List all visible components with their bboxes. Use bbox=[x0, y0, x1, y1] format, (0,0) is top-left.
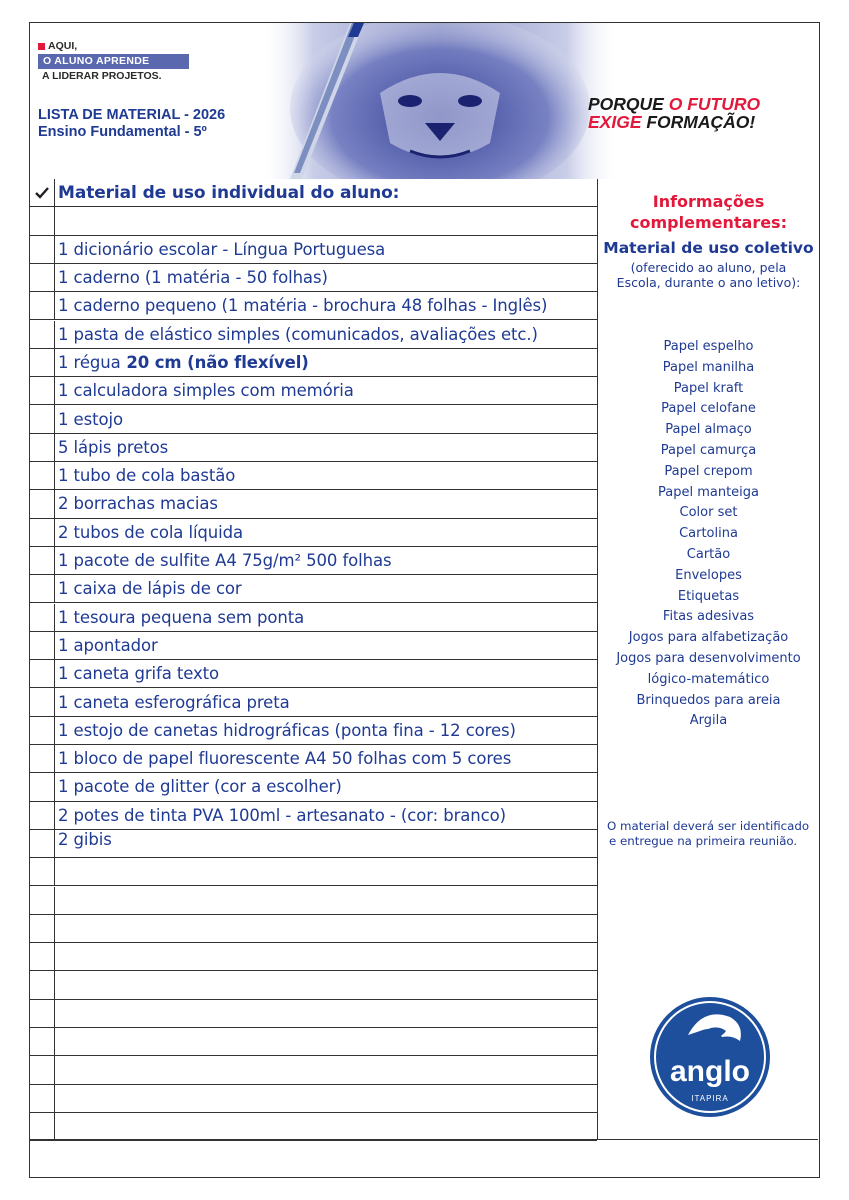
table-row bbox=[30, 405, 597, 433]
list-item: Argila bbox=[689, 713, 728, 729]
checkbox-cell bbox=[30, 688, 55, 715]
checkbox-cell bbox=[30, 1085, 55, 1112]
material-item bbox=[58, 349, 309, 376]
table-heading: Material de uso individual do aluno: bbox=[58, 182, 400, 203]
slogan-line-1: AQUI, bbox=[48, 40, 78, 52]
table-row bbox=[30, 632, 597, 660]
motto-part-1b: O FUTURO bbox=[668, 94, 761, 114]
checkbox-cell bbox=[30, 604, 55, 631]
logo-city: ITAPIRA bbox=[691, 1094, 729, 1103]
material-item: 2 borrachas macias bbox=[58, 494, 218, 514]
table-row bbox=[30, 292, 597, 320]
collective-material-note bbox=[598, 260, 819, 290]
material-item: 1 tesoura pequena sem ponta bbox=[58, 607, 305, 627]
list-item: Etiquetas bbox=[677, 588, 740, 604]
table-row bbox=[30, 547, 597, 575]
list-item: Papel manilha bbox=[662, 359, 755, 375]
checkbox-cell bbox=[30, 575, 55, 602]
list-item: lógico-matemático bbox=[647, 671, 770, 687]
table-row bbox=[30, 434, 597, 462]
material-list-sheet bbox=[29, 22, 820, 1178]
list-item: Cartolina bbox=[679, 526, 738, 542]
table-row-empty bbox=[30, 1085, 597, 1113]
list-item: Jogos para desenvolvimento bbox=[616, 650, 801, 666]
motto-part-1a: PORQUE bbox=[588, 94, 669, 114]
table-row bbox=[30, 660, 597, 688]
checkbox-cell bbox=[30, 632, 55, 659]
list-item: Papel crepom bbox=[664, 463, 753, 479]
complementary-title-line-1: Informações bbox=[652, 192, 765, 211]
list-item: Envelopes bbox=[675, 567, 742, 583]
footnote-line-1: O material deverá ser identificado bbox=[607, 819, 810, 833]
checkbox-cell bbox=[30, 802, 55, 829]
list-item: Fitas adesivas bbox=[662, 609, 755, 625]
collective-note-line-2: Escola, durante o ano letivo): bbox=[616, 275, 801, 290]
list-item: Cartão bbox=[686, 546, 731, 562]
list-item: Brinquedos para areia bbox=[636, 692, 781, 708]
lion-pen-artwork bbox=[260, 23, 620, 179]
checkbox-cell bbox=[30, 405, 55, 432]
material-item: 1 caneta esferográfica preta bbox=[58, 692, 290, 712]
slogan-line-3: A LIDERAR PROJETOS. bbox=[42, 70, 162, 82]
list-item: Papel celofane bbox=[661, 401, 756, 417]
checkbox-cell bbox=[30, 1000, 55, 1027]
slogan-line-2: O ALUNO APRENDE bbox=[38, 54, 189, 69]
material-item: 1 caneta grifa texto bbox=[58, 664, 220, 684]
checkbox-cell bbox=[30, 773, 55, 800]
table-row-empty bbox=[30, 1113, 597, 1141]
table-row bbox=[30, 236, 597, 264]
material-item: 1 estojo de canetas hidrográficas (ponta fina - 12 cores) bbox=[58, 720, 516, 740]
footnote-line-2: e entregue na primeira reunião. bbox=[609, 834, 798, 848]
material-item: 2 potes de tinta PVA 100ml - artesanato - (cor: branco) bbox=[58, 805, 506, 825]
list-title-grade: Ensino Fundamental - 5º bbox=[38, 124, 207, 140]
bottom-divider bbox=[30, 1139, 818, 1140]
checkbox-cell bbox=[30, 1028, 55, 1055]
checkbox-cell bbox=[30, 915, 55, 942]
header-banner bbox=[30, 23, 818, 179]
material-item: 2 tubos de cola líquida bbox=[58, 522, 244, 542]
table-row-empty bbox=[30, 887, 597, 915]
table-row bbox=[30, 321, 597, 349]
table-row bbox=[30, 377, 597, 405]
checkbox-cell bbox=[30, 377, 55, 404]
table-row-empty bbox=[30, 858, 597, 886]
table-row bbox=[30, 830, 597, 858]
table-row bbox=[30, 802, 597, 830]
checkbox-cell bbox=[30, 745, 55, 772]
table-row bbox=[30, 604, 597, 632]
complementary-title bbox=[598, 191, 819, 233]
checkbox-cell bbox=[30, 490, 55, 517]
table-row bbox=[30, 519, 597, 547]
list-item: Jogos para alfabetização bbox=[628, 630, 789, 646]
checkbox-cell bbox=[30, 207, 55, 234]
list-title bbox=[38, 107, 225, 141]
checkbox-cell bbox=[30, 321, 55, 348]
material-item: 1 calculadora simples com memória bbox=[58, 381, 354, 401]
red-square-mark bbox=[38, 43, 45, 50]
table-row-empty bbox=[30, 915, 597, 943]
table-row-empty bbox=[30, 1056, 597, 1084]
checkbox-cell bbox=[30, 292, 55, 319]
list-item: Papel manteiga bbox=[657, 484, 759, 500]
list-item: Papel almaço bbox=[665, 422, 752, 438]
table-row-empty bbox=[30, 971, 597, 999]
checkbox-cell bbox=[30, 462, 55, 489]
checkbox-cell bbox=[30, 943, 55, 970]
school-slogan bbox=[38, 39, 189, 84]
anglo-itapira-logo bbox=[648, 995, 772, 1119]
material-item: 1 pacote de glitter (cor a escolher) bbox=[58, 777, 342, 797]
table-row bbox=[30, 462, 597, 490]
material-item: 1 tubo de cola bastão bbox=[58, 466, 236, 486]
material-item-bold-detail: 20 cm (não flexível) bbox=[120, 352, 309, 372]
material-item: 1 caderno pequeno (1 matéria - brochura 48 folhas - Inglês) bbox=[58, 296, 548, 316]
complementary-info-column bbox=[597, 179, 818, 1139]
material-item: 5 lápis pretos bbox=[58, 437, 169, 457]
material-item: 1 caixa de lápis de cor bbox=[58, 579, 242, 599]
checkbox-cell bbox=[30, 858, 55, 885]
checkbox-cell bbox=[30, 519, 55, 546]
motto-part-2b: FORMAÇÃO! bbox=[641, 112, 756, 132]
collective-material-list bbox=[598, 337, 819, 732]
table-row-empty bbox=[30, 1028, 597, 1056]
motto-part-2a: EXIGE bbox=[588, 112, 642, 132]
material-item: 1 pasta de elástico simples (comunicados, avaliações etc.) bbox=[58, 324, 538, 344]
material-item: 1 pacote de sulfite A4 75g/m² 500 folhas bbox=[58, 551, 392, 571]
complementary-title-line-2: complementares: bbox=[630, 213, 787, 232]
list-item: Papel espelho bbox=[663, 339, 754, 354]
list-item: Color set bbox=[679, 505, 738, 521]
table-row bbox=[30, 264, 597, 292]
table-row bbox=[30, 349, 597, 377]
list-item: Papel camurça bbox=[660, 442, 757, 458]
material-item: 1 dicionário escolar - Língua Portuguesa bbox=[58, 239, 386, 259]
material-item: 1 caderno (1 matéria - 50 folhas) bbox=[58, 268, 328, 288]
list-title-year: LISTA DE MATERIAL - 2026 bbox=[38, 107, 226, 123]
collective-material-title: Material de uso coletivo bbox=[603, 239, 814, 257]
checkbox-cell bbox=[30, 1113, 55, 1140]
checkbox-cell bbox=[30, 1056, 55, 1083]
collective-note-line-1: (oferecido ao aluno, pela bbox=[630, 260, 787, 275]
checkbox-cell bbox=[30, 971, 55, 998]
table-row bbox=[30, 745, 597, 773]
table-row bbox=[30, 717, 597, 745]
material-item: 1 apontador bbox=[58, 635, 158, 655]
table-row-empty bbox=[30, 943, 597, 971]
table-row bbox=[30, 490, 597, 518]
table-row-empty bbox=[30, 1000, 597, 1028]
checkbox-cell bbox=[30, 547, 55, 574]
material-item: 1 bloco de papel fluorescente A4 50 folhas com 5 cores bbox=[58, 749, 512, 769]
table-row bbox=[30, 688, 597, 716]
material-item: 2 gibis bbox=[58, 829, 112, 849]
table-row bbox=[30, 575, 597, 603]
checkbox-cell bbox=[30, 717, 55, 744]
school-motto bbox=[588, 95, 760, 131]
material-item-text: 1 régua bbox=[58, 352, 121, 372]
checkbox-cell bbox=[30, 264, 55, 291]
checkbox-cell bbox=[30, 434, 55, 461]
table-row bbox=[30, 773, 597, 801]
table-header-row bbox=[30, 179, 597, 207]
table-row-empty bbox=[30, 207, 597, 235]
logo-word: anglo bbox=[670, 1055, 750, 1088]
list-item: Papel kraft bbox=[673, 380, 744, 396]
identification-footnote bbox=[607, 819, 827, 849]
checkbox-cell bbox=[30, 887, 55, 914]
checkbox-cell bbox=[30, 236, 55, 263]
checkmark-icon bbox=[35, 187, 49, 199]
checkbox-cell bbox=[30, 830, 55, 857]
checkbox-cell bbox=[30, 349, 55, 376]
material-item: 1 estojo bbox=[58, 409, 123, 429]
checkbox-cell bbox=[30, 660, 55, 687]
checkbox-cell bbox=[30, 179, 55, 206]
